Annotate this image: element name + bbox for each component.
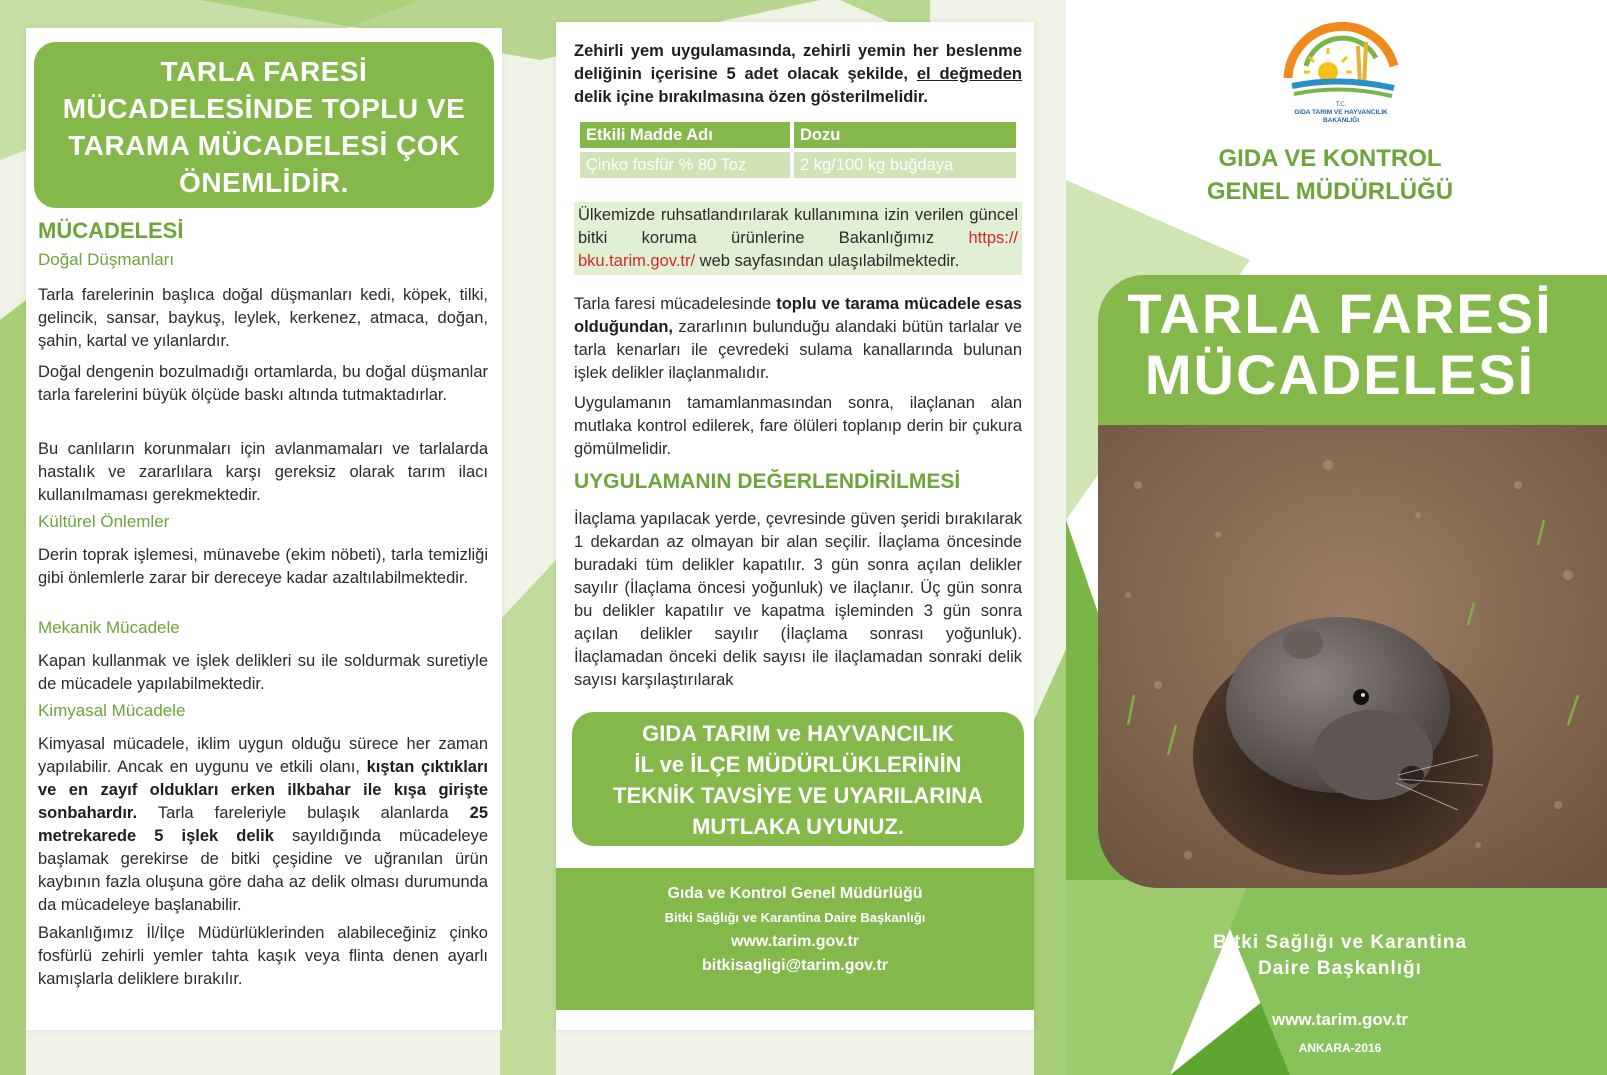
field-mouse-photo xyxy=(1098,425,1607,888)
table-header-dose: Dozu xyxy=(794,122,1016,148)
natural-enemies-text-3: Bu canlıların korunmaları için avlanmamaları ve tarlalarda hastalık ve zararlılara karşı gereksiz olarak tarım ilacı kullanılmaması gerekmektedir. xyxy=(38,440,488,504)
logo-tc: T.C. xyxy=(1335,102,1347,108)
footer-website-link[interactable]: www.tarim.gov.tr xyxy=(730,933,859,950)
directorate-line-1: GIDA VE KONTROL xyxy=(1218,145,1442,172)
logo-line-2: BAKANLIĞI xyxy=(1322,117,1360,124)
natural-enemies-text-2: Doğal dengenin bozulmadığı ortamlarda, bu doğal düşmanlar tarla farelerini büyük ölçüde baskı altında tutmaktadırlar. xyxy=(38,363,488,404)
advice-banner-line-1: GIDA TARIM ve HAYVANCILIK xyxy=(642,721,954,746)
cover-title-line-2: MÜCADELESİ xyxy=(1144,343,1536,406)
contact-footer xyxy=(556,868,1034,1010)
evaluation-text: İlaçlama yapılacak yerde, çevresinde güven şeridi bırakılarak 1 dekardan az olmayan bir alan seçilir. İlaçlama öncesinde buradaki tüm delikler kapatılır. 3 gün sonra açılan delikler sayılır (İlaçlama öncesi yoğunluk) ve ilaçlanır. Üç gün sonra bu delikler kapatılır ve kapatma işleminden 3 gün sonra açılan delikler sayılır (İlaçlama sonrası yoğunluk). İlaçlamadan önceki delik sayısı ile ilaçlamadan sonraki delik sayısı karşılaştırılarak xyxy=(574,510,1022,689)
evaluation-title: UYGULAMANIN DEĞERLENDİRİLMESİ xyxy=(574,470,961,493)
mechanical-heading: Mekanik Mücadele xyxy=(38,618,180,637)
cover-title-line-1: TARLA FARESİ xyxy=(1127,282,1553,345)
after-application-text: Uygulamanın tamamlanmasından sonra, ilaçlanan alan mutlaka kontrol edilerek, fare ölüleri toplanıp derin bir çukura gömülmelidir. xyxy=(574,394,1022,458)
footer-email-link[interactable]: bitkisagligi@tarim.gov.tr xyxy=(702,957,888,974)
chemical-text-2: Bakanlığımız İl/İlçe Müdürlüklerinden alabileceğiniz çinko fosfürlü zehirli yemler tahta kaşık veya flinta denen ayarlı kamışlarla deliklere bırakılır. xyxy=(38,924,488,988)
left-panel xyxy=(26,28,502,1030)
section-title: MÜCADELESİ xyxy=(38,218,184,243)
cover-city-year: ANKARA-2016 xyxy=(1298,1041,1382,1055)
footer-department: Bitki Sağlığı ve Karantina Daire Başkanlığı xyxy=(664,910,926,925)
cultural-text: Derin toprak işlemesi, münavebe (ekim nöbeti), tarla temizliği gibi önlemlerle zarar bir dereceye kadar azaltılabilmektedir. xyxy=(38,546,488,587)
table-header-substance: Etkili Madde Adı xyxy=(580,122,790,148)
bait-instruction: Zehirli yem uygulamasında, zehirli yemin her beslenme deliğinin içerisine 5 adet olacak şekilde, el değmeden delik içine bırakılmasına özen gösterilmelidir. xyxy=(574,42,1022,106)
mechanical-text: Kapan kullanmak ve işlek delikleri su ile soldurmak suretiyle de mücadele yapılabilmektedir. xyxy=(38,652,488,693)
table-cell-dose: 2 kg/100 kg buğdaya xyxy=(794,152,1016,178)
area-text: Tarla faresi mücadelesinde toplu ve tarama mücadele esas olduğundan, zararlının bulunduğu alandaki bütün tarlalar ve tarla kenarları ile çevredeki sulama kanallarında bulunan işlek delikler ilaçlanmalıdır. xyxy=(574,295,1022,382)
advice-banner-line-4: MUTLAKA UYUNUZ. xyxy=(692,814,904,839)
cover-department-line-1: Bitki Sağlığı ve Karantina xyxy=(1212,932,1468,953)
registry-note: Ülkemizde ruhsatlandırılarak kullanımına izin verilen güncel bitki koruma ürünlerine Bakanlığımız https:// bku.tarim.gov.tr/ web sayfasından ulaşılabilmektedir. xyxy=(574,202,1022,275)
table-row xyxy=(580,152,1016,178)
advice-banner-line-2: İL ve İLÇE MÜDÜRLÜKLERİNİN xyxy=(634,752,962,777)
footer-directorate: Gıda ve Kontrol Genel Müdürlüğü xyxy=(667,885,923,902)
ministry-logo xyxy=(1276,6,1406,132)
registry-link[interactable]: https:// bku.tarim.gov.tr/ xyxy=(578,229,1018,270)
chemical-text-1: Kimyasal mücadele, iklim uygun olduğu sürece her zaman yapılabilir. Ancak en uygunu ve etkili olanı, kıştan çıktıkları ve en zayıf oldukları erken ilkbahar ile kışa girişte sonbahardır. Tarla fareleriyle bulaşık alanlarda 25 metrekarede 5 işlek delik sayıldığında mücadeleye başlamak gerekirse de bitki çeşidine ve uğranılan ürün kaybının fazla oluşuna göre daha az delik olması durumunda da mücadeleye başlanabilir. xyxy=(38,735,488,914)
natural-enemies-heading: Doğal Düşmanları xyxy=(38,250,175,269)
cultural-heading: Kültürel Önlemler xyxy=(38,512,170,531)
logo-line-1: GIDA TARIM VE HAYVANCILIK xyxy=(1294,109,1388,116)
dose-table xyxy=(576,118,1020,182)
table-cell-substance: Çinko fosfür % 80 Toz xyxy=(580,152,790,178)
cover-department xyxy=(1180,930,1500,982)
directorate-name xyxy=(1180,142,1480,208)
directorate-line-2: GENEL MÜDÜRLÜĞÜ xyxy=(1206,178,1454,205)
table-header-row xyxy=(580,122,1016,148)
advice-banner xyxy=(572,712,1024,846)
chemical-heading: Kimyasal Mücadele xyxy=(38,701,186,720)
advice-banner-line-3: TEKNİK TAVSİYE VE UYARILARINA xyxy=(613,783,983,808)
cover-website-link[interactable]: www.tarim.gov.tr xyxy=(1271,1010,1409,1029)
cover-title xyxy=(1110,283,1570,405)
left-banner: TARLA FARESİ MÜCADELESİNDE TOPLU VE TARAMA MÜCADELESİ ÇOK ÖNEMLİDİR. xyxy=(34,42,494,208)
natural-enemies-text-1: Tarla farelerinin başlıca doğal düşmanları kedi, köpek, tilki, gelincik, sansar, baykuş, leylek, kerkenez, atmaca, doğan, şahin, kartal ve yılanlardır. xyxy=(38,286,488,350)
cover-department-line-2: Daire Başkanlığı xyxy=(1258,958,1422,979)
middle-panel xyxy=(556,22,1034,1030)
